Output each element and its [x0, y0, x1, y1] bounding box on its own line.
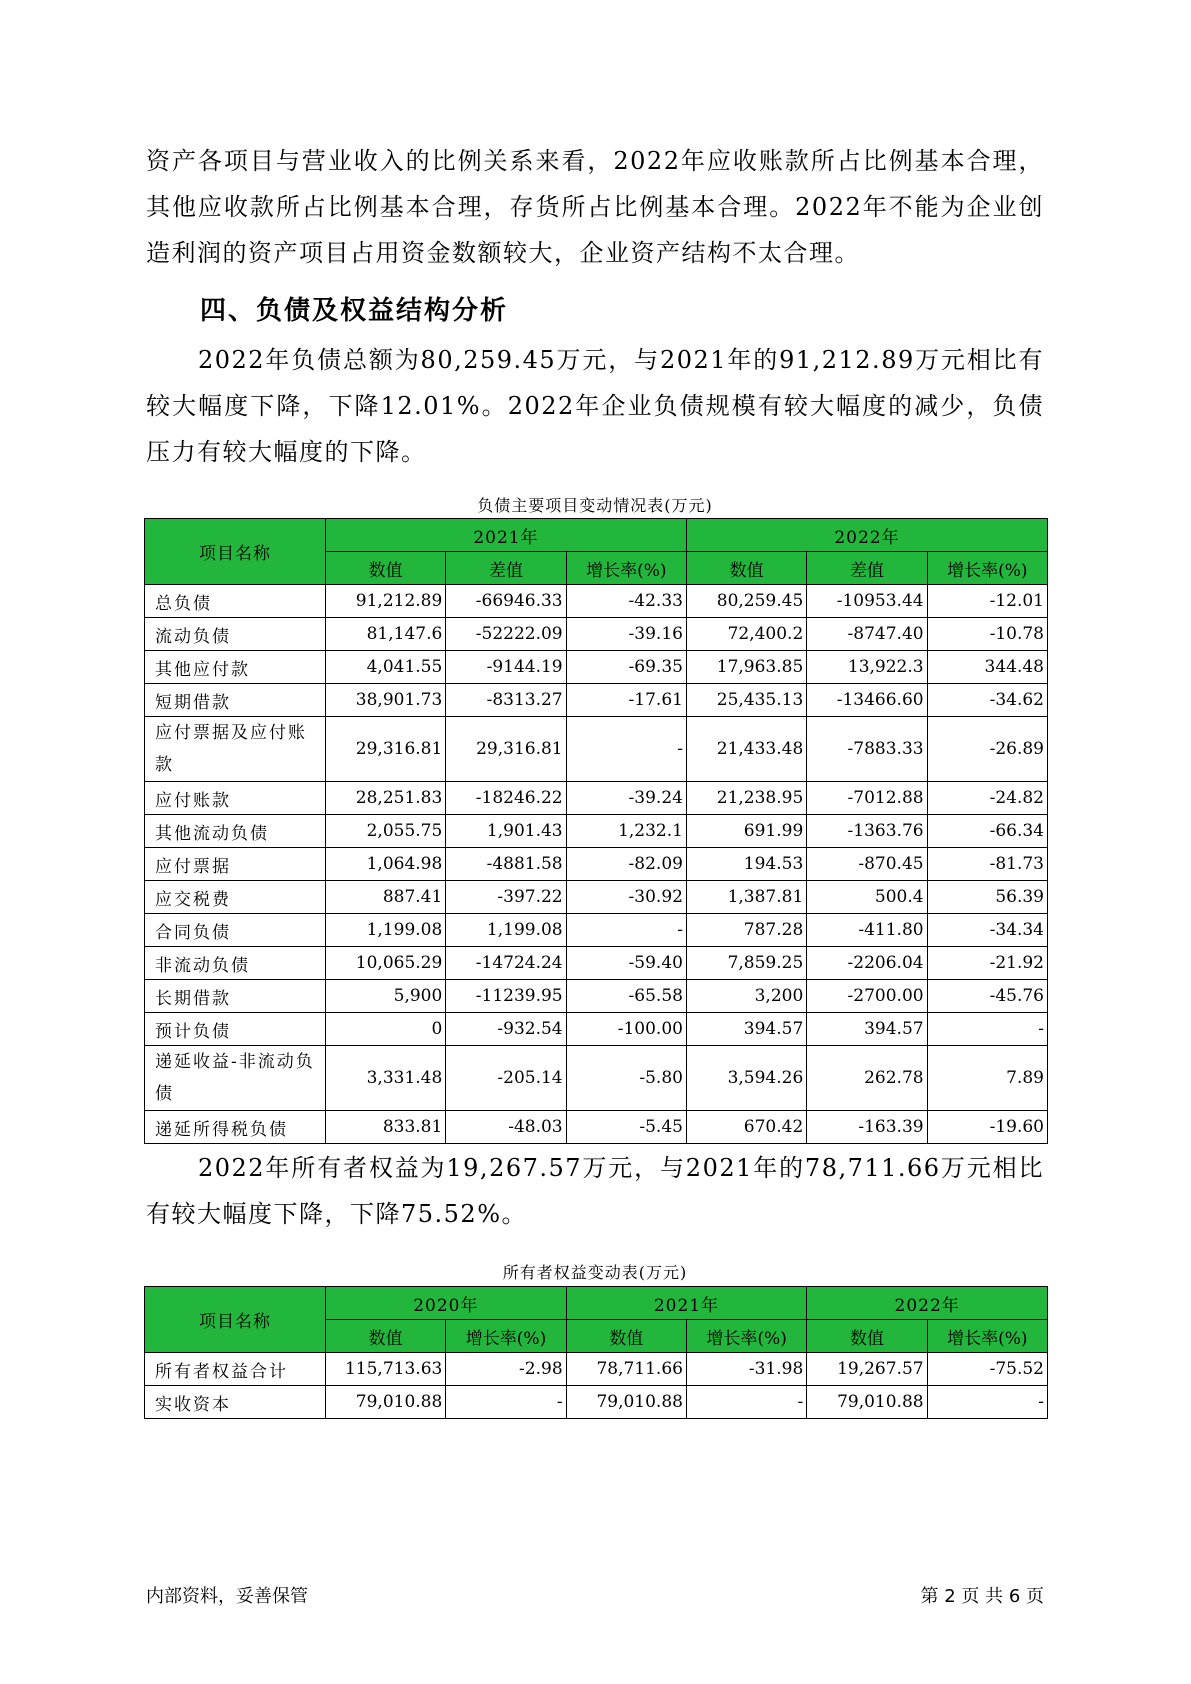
table-cell: 81,147.6	[326, 618, 446, 651]
table-cell: 19,267.57	[807, 1353, 927, 1386]
table-cell: 7.89	[927, 1046, 1047, 1111]
table-cell: -	[927, 1386, 1047, 1419]
table-cell: 1,199.08	[446, 914, 566, 947]
table-cell: -59.40	[566, 947, 686, 980]
table-cell: 787.28	[686, 914, 806, 947]
table-cell: -205.14	[446, 1046, 566, 1111]
table-cell: -2206.04	[807, 947, 927, 980]
table-row	[145, 1111, 1048, 1144]
table-row	[145, 1386, 1048, 1419]
equity-table-body	[145, 1353, 1048, 1419]
row-label: 应付账款	[145, 782, 326, 815]
table-row	[145, 848, 1048, 881]
table-cell: -81.73	[927, 848, 1047, 881]
table-cell: -82.09	[566, 848, 686, 881]
table-row	[145, 717, 1048, 782]
table-cell: 10,065.29	[326, 947, 446, 980]
row-label: 递延所得税负债	[145, 1111, 326, 1144]
equity-table-caption: 所有者权益变动表(万元)	[502, 1263, 688, 1282]
table-cell: -13466.60	[807, 684, 927, 717]
table-cell: -2.98	[446, 1353, 566, 1386]
table-cell: -34.62	[927, 684, 1047, 717]
liability-sub-header: 增长率(%)	[927, 552, 1047, 585]
table-cell: -66.34	[927, 815, 1047, 848]
table-cell: 79,010.88	[566, 1386, 686, 1419]
table-cell: -14724.24	[446, 947, 566, 980]
table-cell: 344.48	[927, 651, 1047, 684]
row-label: 实收资本	[145, 1386, 326, 1419]
row-label: 其他应付款	[145, 651, 326, 684]
table-cell: -45.76	[927, 980, 1047, 1013]
table-cell: -17.61	[566, 684, 686, 717]
row-label: 合同负债	[145, 914, 326, 947]
footer-page-number: 第 2 页 共 6 页	[920, 1586, 1044, 1607]
table-cell: -	[566, 914, 686, 947]
table-cell: 7,859.25	[686, 947, 806, 980]
table-cell: -	[446, 1386, 566, 1419]
table-cell: -4881.58	[446, 848, 566, 881]
table-cell: -1363.76	[807, 815, 927, 848]
row-label: 预计负债	[145, 1013, 326, 1046]
equity-sub-header: 增长率(%)	[686, 1320, 806, 1353]
table-row	[145, 585, 1048, 618]
table-cell: 21,433.48	[686, 717, 806, 782]
table-cell: -21.92	[927, 947, 1047, 980]
liability-table-body	[145, 585, 1048, 1144]
equity-table	[144, 1286, 1048, 1419]
table-cell: -39.24	[566, 782, 686, 815]
liability-sub-header: 数值	[326, 552, 446, 585]
liability-corner-header: 项目名称	[145, 519, 326, 585]
table-cell: -7883.33	[807, 717, 927, 782]
liability-sub-header: 数值	[686, 552, 806, 585]
table-row	[145, 881, 1048, 914]
table-cell: -9144.19	[446, 651, 566, 684]
table-cell: 28,251.83	[326, 782, 446, 815]
table-cell: 670.42	[686, 1111, 806, 1144]
table-cell: 3,594.26	[686, 1046, 806, 1111]
row-label: 应付票据及应付账款	[145, 717, 326, 782]
table-cell: 13,922.3	[807, 651, 927, 684]
liability-sub-header: 增长率(%)	[566, 552, 686, 585]
table-cell: -48.03	[446, 1111, 566, 1144]
table-cell: 80,259.45	[686, 585, 806, 618]
equity-sub-header: 数值	[807, 1320, 927, 1353]
row-label: 所有者权益合计	[145, 1353, 326, 1386]
table-cell: 115,713.63	[326, 1353, 446, 1386]
table-cell: 833.81	[326, 1111, 446, 1144]
table-row	[145, 1013, 1048, 1046]
equity-year-header: 2021年	[566, 1287, 807, 1320]
equity-sub-header: 数值	[326, 1320, 446, 1353]
table-cell: -19.60	[927, 1111, 1047, 1144]
table-cell: -75.52	[927, 1353, 1047, 1386]
table-cell: 21,238.95	[686, 782, 806, 815]
table-cell: 887.41	[326, 881, 446, 914]
table-cell: 194.53	[686, 848, 806, 881]
table-cell: -12.01	[927, 585, 1047, 618]
section-heading: 四、负债及权益结构分析	[200, 296, 509, 326]
table-cell: -10.78	[927, 618, 1047, 651]
table-row	[145, 618, 1048, 651]
table-cell: -24.82	[927, 782, 1047, 815]
table-row	[145, 914, 1048, 947]
liability-table-caption: 负债主要项目变动情况表(万元)	[477, 496, 713, 515]
table-cell: 262.78	[807, 1046, 927, 1111]
table-cell: -5.80	[566, 1046, 686, 1111]
row-label: 总负债	[145, 585, 326, 618]
table-cell: 1,199.08	[326, 914, 446, 947]
table-cell: 17,963.85	[686, 651, 806, 684]
table-cell: 72,400.2	[686, 618, 806, 651]
table-cell: -8313.27	[446, 684, 566, 717]
table-cell: -26.89	[927, 717, 1047, 782]
liability-year-header: 2022年	[686, 519, 1047, 552]
table-cell: -932.54	[446, 1013, 566, 1046]
table-cell: -7012.88	[807, 782, 927, 815]
table-cell: 56.39	[927, 881, 1047, 914]
table-row	[145, 1353, 1048, 1386]
table-cell: -30.92	[566, 881, 686, 914]
table-cell: 78,711.66	[566, 1353, 686, 1386]
table-cell: 1,064.98	[326, 848, 446, 881]
table-cell: 29,316.81	[326, 717, 446, 782]
table-row	[145, 815, 1048, 848]
table-cell: 394.57	[807, 1013, 927, 1046]
equity-year-header: 2022年	[807, 1287, 1048, 1320]
table-cell: 500.4	[807, 881, 927, 914]
table-cell: -8747.40	[807, 618, 927, 651]
row-label: 应付票据	[145, 848, 326, 881]
table-cell: -69.35	[566, 651, 686, 684]
table-cell: -870.45	[807, 848, 927, 881]
row-label: 长期借款	[145, 980, 326, 1013]
liability-table	[144, 518, 1048, 1144]
table-cell: 79,010.88	[807, 1386, 927, 1419]
table-cell: 0	[326, 1013, 446, 1046]
table-cell: -	[927, 1013, 1047, 1046]
table-cell: -411.80	[807, 914, 927, 947]
table-row	[145, 782, 1048, 815]
table-cell: 2,055.75	[326, 815, 446, 848]
table-cell: 1,901.43	[446, 815, 566, 848]
table-row	[145, 684, 1048, 717]
table-cell: -42.33	[566, 585, 686, 618]
table-cell: -66946.33	[446, 585, 566, 618]
table-cell: -65.58	[566, 980, 686, 1013]
row-label: 递延收益-非流动负债	[145, 1046, 326, 1111]
table-cell: 1,232.1	[566, 815, 686, 848]
table-cell: -397.22	[446, 881, 566, 914]
row-label: 其他流动负债	[145, 815, 326, 848]
table-cell: -11239.95	[446, 980, 566, 1013]
table-cell: -100.00	[566, 1013, 686, 1046]
equity-sub-header: 数值	[566, 1320, 686, 1353]
table-cell: -2700.00	[807, 980, 927, 1013]
table-cell: 1,387.81	[686, 881, 806, 914]
table-cell: -31.98	[686, 1353, 806, 1386]
table-cell: -	[686, 1386, 806, 1419]
table-cell: -18246.22	[446, 782, 566, 815]
table-cell: -5.45	[566, 1111, 686, 1144]
equity-corner-header: 项目名称	[145, 1287, 326, 1353]
table-cell: 3,331.48	[326, 1046, 446, 1111]
table-cell: 29,316.81	[446, 717, 566, 782]
row-label: 短期借款	[145, 684, 326, 717]
equity-sub-header: 增长率(%)	[446, 1320, 566, 1353]
table-cell: 691.99	[686, 815, 806, 848]
table-cell: 79,010.88	[326, 1386, 446, 1419]
table-cell: -52222.09	[446, 618, 566, 651]
footer-confidential-note: 内部资料，妥善保管	[146, 1586, 308, 1607]
table-cell: -10953.44	[807, 585, 927, 618]
table-cell: 38,901.73	[326, 684, 446, 717]
row-label: 非流动负债	[145, 947, 326, 980]
intro-paragraph: 资产各项目与营业收入的比例关系来看，2022年应收账款所占比例基本合理，其他应收款所占比例基本合理，存货所占比例基本合理。2022年不能为企业创造利润的资产项目占用资金数额较大，企业资产结构不太合理。	[146, 147, 1044, 267]
liability-year-header: 2021年	[326, 519, 687, 552]
table-row	[145, 980, 1048, 1013]
table-cell: 91,212.89	[326, 585, 446, 618]
equity-sub-header: 增长率(%)	[927, 1320, 1047, 1353]
table-cell: 394.57	[686, 1013, 806, 1046]
table-row	[145, 947, 1048, 980]
table-cell: 25,435.13	[686, 684, 806, 717]
liability-sub-header: 差值	[807, 552, 927, 585]
table-cell: -34.34	[927, 914, 1047, 947]
table-cell: -163.39	[807, 1111, 927, 1144]
table-cell: 5,900	[326, 980, 446, 1013]
equity-paragraph: 2022年所有者权益为19,267.57万元，与2021年的78,711.66万元相比有较大幅度下降，下降75.52%。	[146, 1154, 1044, 1228]
liability-paragraph: 2022年负债总额为80,259.45万元，与2021年的91,212.89万元相比有较大幅度下降，下降12.01%。2022年企业负债规模有较大幅度的减少，负债压力有较大幅度的下降。	[146, 346, 1044, 466]
table-cell: -39.16	[566, 618, 686, 651]
table-row	[145, 651, 1048, 684]
liability-sub-header: 差值	[446, 552, 566, 585]
table-row	[145, 1046, 1048, 1111]
table-cell: 4,041.55	[326, 651, 446, 684]
table-cell: -	[566, 717, 686, 782]
equity-year-header: 2020年	[326, 1287, 567, 1320]
row-label: 应交税费	[145, 881, 326, 914]
row-label: 流动负债	[145, 618, 326, 651]
table-cell: 3,200	[686, 980, 806, 1013]
